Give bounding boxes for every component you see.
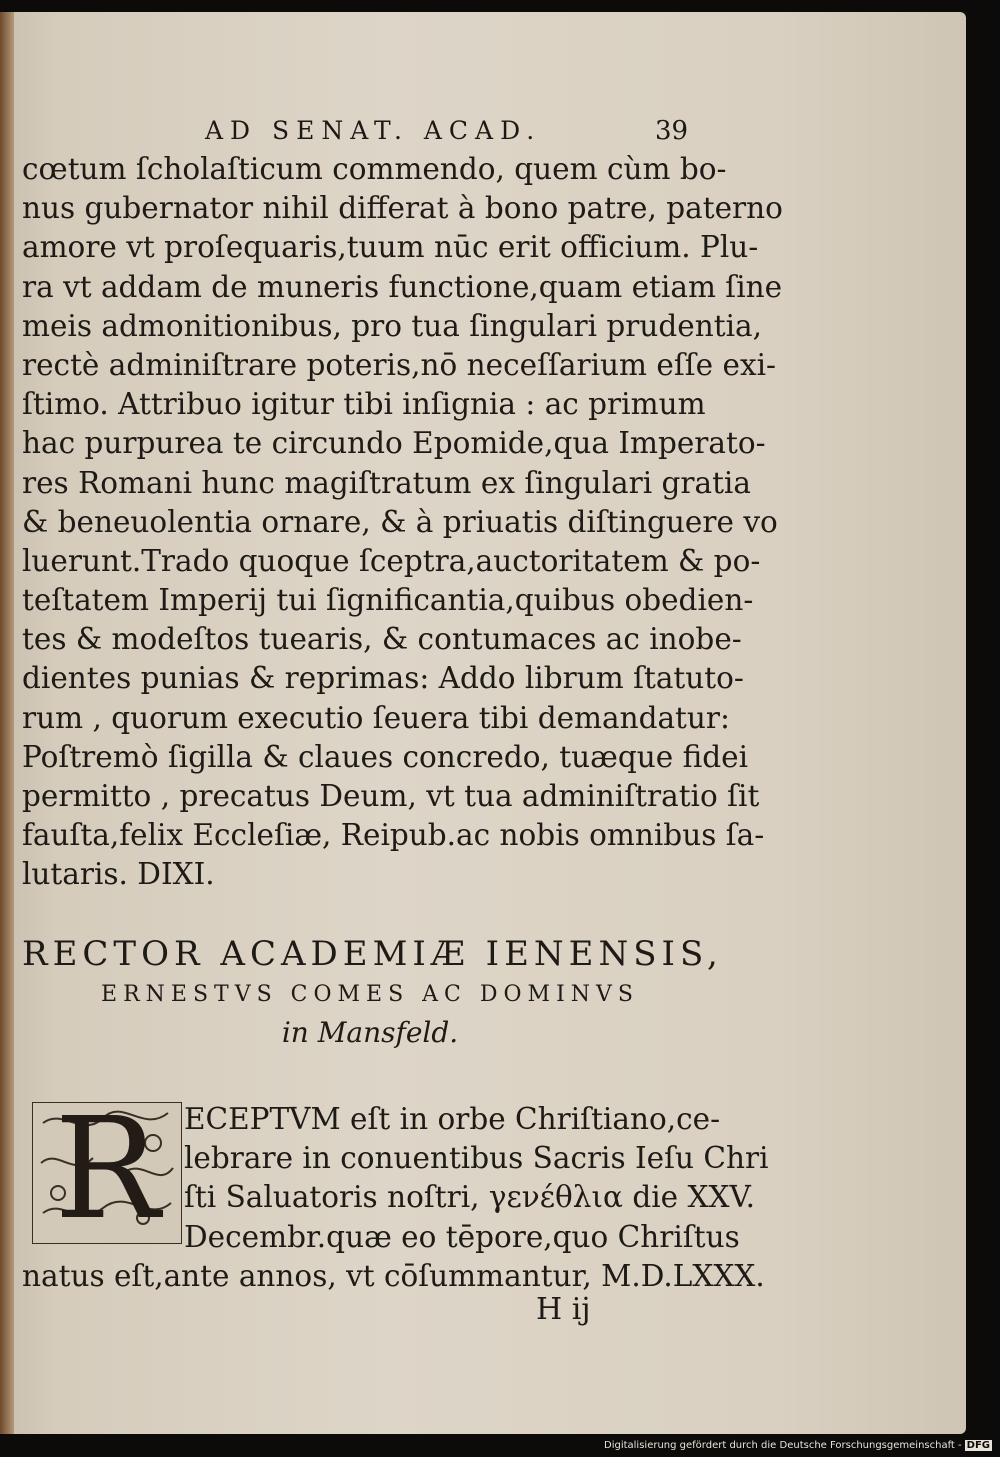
text-line: amore vt proſequaris,tuum nūc erit officium. Plu- <box>22 230 759 265</box>
text-line: permitto , precatus Deum, vt tua adminiſtratio ſit <box>22 779 760 813</box>
text-line: ra vt addam de muneris functione,quam etiam ſine <box>22 269 783 304</box>
text-line: nus gubernator nihil differat à bono patre, paterno <box>22 191 783 226</box>
main-paragraph <box>22 150 783 895</box>
dfg-logo: DFG <box>966 1440 990 1451</box>
page-spine-edge <box>0 12 14 1434</box>
text-line: rectè adminiſtrare poteris,nō neceſſarium eſſe exi- <box>22 347 777 382</box>
funding-footer <box>604 1440 992 1454</box>
text-line: cœtum ſcholaſticum commendo, quem cùm bo- <box>22 152 727 186</box>
page-header <box>0 116 966 152</box>
text-line: natus eſt,ante annos, vt cōſummantur, M.D.LXXX. <box>22 1258 765 1293</box>
text-line: teſtatem Imperij tui ſignificantia,quibus obedien- <box>22 583 754 618</box>
signature-mark: H ij <box>536 1292 591 1327</box>
book-page <box>0 12 966 1434</box>
text-line: & beneuolentia ornare, & à priuatis diſtinguere vo <box>22 504 778 539</box>
text-line: ECEPTVM eſt in orbe Chriſtiano,ce- <box>184 1102 721 1136</box>
page-number: 39 <box>655 116 689 146</box>
initial-letter: R <box>54 1088 160 1251</box>
text-line: ſti Saluatoris noſtri, γενέθλια die XXV. <box>184 1180 756 1215</box>
text-line: meis admonitionibus, pro tua ſingulari prudentia, <box>22 308 762 343</box>
text-line: Poſtremò ſigilla & claues concredo, tuæque fidei <box>22 739 749 774</box>
text-line: fauſta,felix Eccleſiæ, Reipub.ac nobis omnibus ſa- <box>22 818 765 853</box>
text-line: hac purpurea te circundo Epomide,qua Imperato- <box>22 426 766 461</box>
second-paragraph <box>22 1100 769 1296</box>
text-line: res Romani hunc magiſtratum ex ſingulari gratia <box>22 465 751 500</box>
text-line: tes & modeſtos tuearis, & contumaces ac inobe- <box>22 622 742 657</box>
text-line: ſtimo. Attribuo igitur tibi inſignia : ac primum <box>22 387 706 422</box>
text-line: luerunt.Trado quoque ſceptra,auctoritatem & po- <box>22 543 761 578</box>
footer-text: Digitalisierung gefördert durch die Deutsche Forschungsgemeinschaft - <box>604 1440 962 1451</box>
section-subheading: ERNESTVS COMES AC DOMINVS <box>101 982 639 1007</box>
text-line: Decembr.quæ eo tēpore,quo Chriſtus <box>184 1219 740 1254</box>
section-heading: RECTOR ACADEMIÆ IENENSIS, <box>22 934 723 974</box>
text-line: dientes punias & reprimas: Addo librum ſtatuto- <box>22 661 744 696</box>
section-subheading-italic: in Mansfeld. <box>281 1016 459 1049</box>
text-line: lutaris. DIXI. <box>22 857 215 892</box>
text-line: rum , quorum executio ſeuera tibi demandatur: <box>22 700 730 735</box>
text-line: lebrare in conuentibus Sacris Ieſu Chri <box>184 1141 769 1176</box>
running-head: AD SENAT. ACAD. <box>205 116 542 145</box>
